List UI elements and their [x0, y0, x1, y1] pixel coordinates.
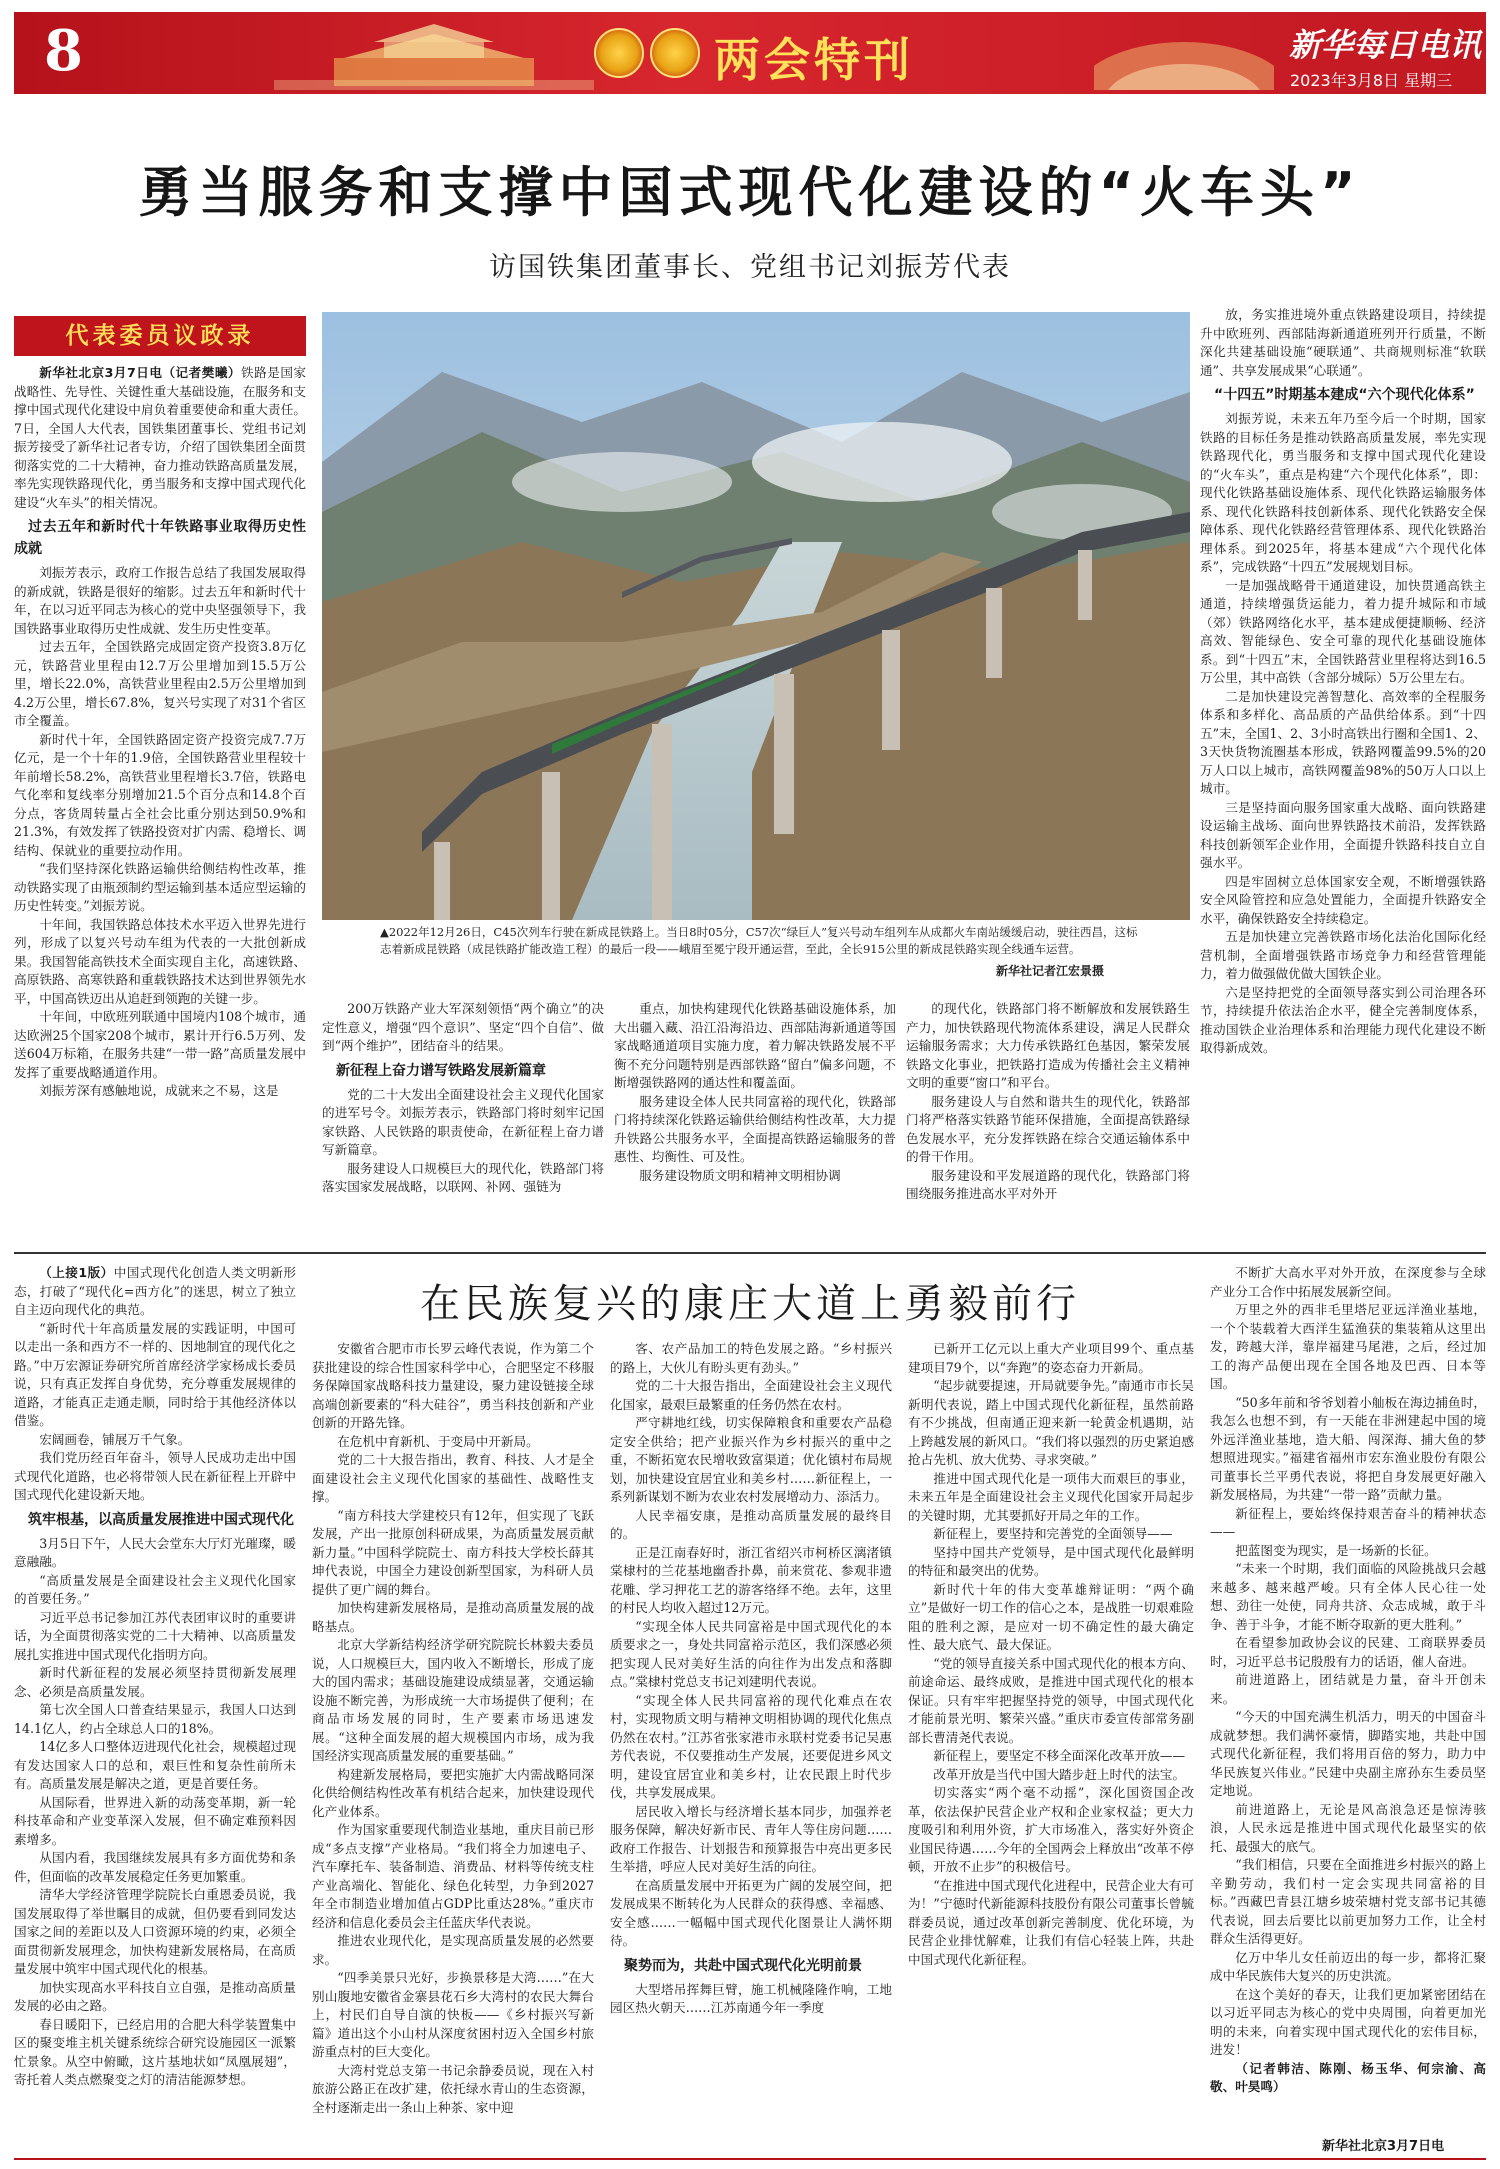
paragraph: 人民幸福安康，是推动高质量发展的最终目的。 — [610, 1507, 892, 1541]
article1-subhead: 访国铁集团董事长、党组书记刘振芳代表 — [489, 252, 1011, 283]
paragraph: 刘振芳深有感触地说，成就来之不易，这是 — [39, 1083, 279, 1098]
paragraph: 构建新发展格局，要把实施扩大内需战略同深化供给侧结构性改革有机结合起来，加快建设现代化产业体系。 — [312, 1766, 594, 1819]
paragraph: 在看望参加政协会议的民建、工商联界委员时，习近平总书记殷殷有力的话语，催人奋进。 — [1210, 1635, 1486, 1669]
paragraph: 清华大学经济管理学院院长白重恩委员说，我国发展取得了举世瞩目的成就，但仍要看到同发达国家之间的差距以及人口资源环境的约束，必须全面贯彻新发展理念，加快构建新发展格局，在高质量发展中筑牢中国式现代化的根基。 — [14, 1887, 296, 1976]
paragraph: “我们相信，只要在全面推进乡村振兴的路上辛勤劳动，我们村一定会实现共同富裕的目标。”西藏巴青县江塘乡坡荣塘村党支部书记其德代表说，回去后要比以前更加努力工作，让全村群众生活得更好。 — [1210, 1857, 1486, 1946]
issue-date: 2023年3月8日 星期三 — [1290, 71, 1453, 90]
paragraph: 不断扩大高水平对外开放，在深度参与全球产业分工合作中拓展发展新空间。 — [1210, 1265, 1486, 1299]
paragraph: “南方科技大学建校只有12年，但实现了飞跃发展，产出一批原创科研成果，为高质量发展贡献新力量。”中国科学院院士、南方科技大学校长薛其坤代表说，中国全力建设创新型国家，为科研人员提供了更广阔的舞台。 — [312, 1507, 594, 1597]
paragraph: 亿万中华儿女任前迈出的每一步，都将汇聚成中华民族伟大复兴的历史洪流。 — [1210, 1949, 1486, 1983]
article2-column-3 — [610, 1340, 892, 2159]
paragraph: “高质量发展是全面建设社会主义现代化国家的首要任务。” — [14, 1572, 296, 1606]
page-number: 8 — [44, 18, 83, 84]
paragraph: “我们坚持深化铁路运输供给侧结构性改革，推动铁路实现了由瓶颈制约型运输到基本适应型运输的历史性转变。”刘振芳说。 — [14, 861, 306, 913]
subheading: “十四五”时期基本建成“六个现代化体系” — [1214, 387, 1475, 403]
paragraph: 服务建设和平发展道路的现代化，铁路部门将围绕服务推进高水平对外开 — [906, 1167, 1190, 1201]
paragraph: 大型塔吊挥舞巨臂，施工机械隆隆作响，工地园区热火朝天……江苏南通今年一季度 — [610, 1981, 892, 2015]
paragraph: 四是牢固树立总体国家安全观，不断增强铁路安全风险管控和应急处置能力，全面提升铁路安全水平，确保铁路安全持续稳定。 — [1200, 873, 1486, 926]
article2-headline: 在民族复兴的康庄大道上勇毅前行 — [420, 1281, 1080, 1327]
article2-column-4 — [908, 1340, 1194, 2159]
photo-credit: 新华社记者江宏景摄 — [996, 964, 1105, 978]
paragraph: 严守耕地红线，切实保障粮食和重要农产品稳定安全供给；把产业振兴作为乡村振兴的重中之重，不断拓宽农民增收致富渠道；优化镇村布局规划，加快建设宜居宜业和美乡村……新征程上，一系列新谋划不断为农业农村发展增动力、添活力。 — [610, 1415, 892, 1504]
masthead — [14, 12, 1486, 94]
paragraph: 新时代十年，全国铁路固定资产投资完成7.7万亿元，是一个十年的1.9倍，全国铁路营业里程较十年前增长58.2%，高铁营业里程增长3.7倍，铁路电气化率和复线率分别增加21.5个百分点和14.8个百分点，客货周转量占全社会比重分别达到50.9%和21.3%，有效发挥了铁路投资对扩内需、稳增长、调结构、保就业的重要拉动作用。 — [14, 731, 306, 858]
paragraph: 推进中国式现代化是一项伟大而艰巨的事业，未来五年是全面建设社会主义现代化国家开局起步的关键时期，尤其要抓好开局之年的工作。 — [908, 1470, 1194, 1523]
paragraph: “50多年前和爷爷划着小舢板在海边捕鱼时，我怎么也想不到，有一天能在非洲建起中国的境外远洋渔业基地，造大船、闯深海、捕大鱼的梦想照进现实。”福建省福州市宏东渔业股份有限公司董事长兰平勇代表说，将把自身发展更好融入新发展格局，为共建“一带一路”贡献力量。 — [1210, 1394, 1486, 1502]
paragraph: 在这个美好的春天，让我们更加紧密团结在以习近平同志为核心的党中央周围，向着更加光明的未来，向着实现中国式现代化的宏伟目标，进发！ — [1210, 1986, 1486, 2057]
subheading: 聚势而为，共赴中国式现代化光明前景 — [624, 1957, 862, 1974]
photo-caption: ▲2022年12月26日，C45次列车行驶在新成昆铁路上。当日8时05分，C57次“绿巨人”复兴号动车组列车从成都火车南站缓缓启动，驶往西昌，这标志着新成昆铁路（成昆铁路扩能改造工程）的最后一段——峨眉至冕宁段开通运营，至此，全长915公里的新成昆铁路实现全线通车运营。 — [380, 925, 1138, 956]
article1-column-2 — [322, 1000, 604, 1220]
footer-rule — [14, 2158, 1486, 2160]
byline: 新华社北京3月7日电（记者樊曦） — [39, 365, 242, 380]
paragraph: 万里之外的西非毛里塔尼亚远洋渔业基地，一个个装载着大西洋生猛渔获的集装箱从这里出发，跨越大洋，靠岸福建马尾港，之后，经过加工的海产品便出现在全国各地及巴西、日本等国。 — [1210, 1302, 1486, 1391]
paragraph: “四季美景只光好，步换景移是大湾……”在大别山腹地安徽省金寨县花石乡大湾村的农民大舞台上，村民们自导自演的快板——《乡村振兴写新篇》道出这个小山村从深度贫困村迈入全国乡村旅游重点村的巨大变化。 — [312, 1970, 594, 2059]
paragraph: 五是加快建立完善铁路市场化法治化国际化经营机制，全面增强铁路市场竞争力和经营管理能力，着力做强做优做大国铁企业。 — [1200, 929, 1486, 981]
paragraph: 服务建设物质文明和精神文明相协调 — [639, 1167, 841, 1183]
paragraph: 北京大学新结构经济学研究院院长林毅夫委员说，人口规模巨大，国内收入不断增长，形成了庞大的国内需求；基础设施建设成绩显著，交通运输设施不断完善，为形成统一大市场提供了便利；在商品市场发展的同时，生产要素市场迅速发展。“这种全面发展的超大规模国内市场，成为我国经济实现高质量发展的重要基础。” — [312, 1637, 594, 1763]
paragraph: 服务建设人口规模巨大的现代化，铁路部门将落实国家发展战略，以联网、补网、强链为 — [322, 1160, 604, 1194]
national-emblem-icon — [594, 28, 644, 78]
paragraph: 我们党历经百年奋斗，领导人民成功走出中国式现代化道路，也必将带领人民在新征程上开辟中国式现代化建设新天地。 — [14, 1450, 296, 1502]
newspaper-brand: 新华每日电讯 — [1289, 26, 1482, 64]
subheading: 过去五年和新时代十年铁路事业取得历史性成就 — [14, 519, 306, 557]
paragraph: “实现全体人民共同富裕的现代化难点在农村，实现物质文明与精神文明相协调的现代化焦点仍然在农村。”江苏省张家港市永联村党委书记吴惠芳代表说，不仅要推动生产发展，还要促进乡风文明，建设宜居宜业和美乡村，让农民跟上时代步伐，共享发展成果。 — [610, 1692, 892, 1800]
paragraph: 大湾村党总支第一书记余静委员说，现在入村旅游公路正在改扩建，依托绿水青山的生态资源，全村逐渐走出一条山上种茶、家中迎 — [312, 2062, 594, 2115]
paragraph: “未来一个时期，我们面临的风险挑战只会越来越多、越来越严峻。只有全体人民心往一处想、劲往一处使，同舟共济、众志成城，敢于斗争、善于斗争，才能不断夺取新的更大胜利。” — [1210, 1561, 1486, 1632]
paragraph: “新时代十年高质量发展的实践证明，中国可以走出一条和西方不一样的、因地制宜的现代化之路。”中万宏源证券研究所首席经济学家杨成长委员说，只有真正发挥自身优势，充分尊重发展规律的道路，才能真正走通走顺，同时给于其他经济体以借鉴。 — [14, 1320, 296, 1428]
paragraph: 刘振芳表示，政府工作报告总结了我国发展取得的新成就，铁路是很好的缩影。过去五年和新时代十年，在以习近平同志为核心的党中央坚强领导下，我国铁路事业取得历史性成就、发生历史性变革。 — [14, 565, 306, 636]
paragraph: 中国式现代化创造人类文明新形态，打破了“现代化=西方化”的迷思，树立了独立自主迈向现代化的典范。 — [14, 1265, 296, 1317]
tiananmen-illustration — [274, 20, 594, 90]
paragraph: 一是加强战略骨干通道建设，加快贯通高铁主通道，持续增强货运能力，着力提升城际和市域（郊）铁路网络化水平，基本建成便捷顺畅、经济高效、智能绿色、安全可靠的现代化基础设施体系。到“十四五”末，全国铁路营业里程将达到16.5万公里，其中高铁（含部分城际）5万公里左右。 — [1200, 577, 1486, 685]
paragraph: 三是坚持面向服务国家重大战略、面向铁路建设运输主战场、面向世界铁路技术前沿，发挥铁路科技创新领军企业作用，全面提升铁路科技自立自强水平。 — [1200, 799, 1486, 870]
subheading: 筑牢根基，以高质量发展推进中国式现代化 — [28, 1511, 294, 1528]
paragraph: 服务建设人与自然和谐共生的现代化，铁路部门将严格落实铁路节能环保措施，全面提高铁路绿色发展水平，充分发挥铁路在综合交通运输体系中的骨干作用。 — [906, 1093, 1190, 1164]
paragraph: 把蓝图变为现实，是一场新的长征。 — [1235, 1542, 1437, 1558]
paragraph: “今天的中国充满生机活力，明天的中国奋斗成就梦想。我们满怀豪情，脚踏实地，共赴中国式现代化新征程，我们将用百倍的努力，助力中华民族复兴伟业。”民建中央副主席孙东生委员坚定地说。 — [1210, 1709, 1486, 1798]
paragraph: 十年间，我国铁路总体技术水平迈入世界先进行列，形成了以复兴号动车组为代表的一大批创新成果。我国智能高铁技术全面实现自主化，高速铁路、高原铁路、高寒铁路和重载铁路技术达到世界领先水平，中国高铁迈出从追赶到领跑的关键一步。 — [14, 916, 306, 1006]
paragraph: 14亿多人口整体迈进现代化社会，规模超过现有发达国家人口的总和，艰巨性和复杂性前所未有。高质量发展是解决之道，更是首要任务。 — [14, 1739, 296, 1791]
paragraph: 宏阔画卷，铺展万千气象。 — [39, 1431, 191, 1447]
paragraph: 前进道路上，无论是风高浪急还是惊涛骇浪，人民永远是推进中国式现代化最坚实的依托、最强大的底气。 — [1210, 1801, 1486, 1854]
subheading: 新征程上奋力谱写铁路发展新篇章 — [336, 1062, 546, 1079]
paragraph: 服务建设全体人民共同富裕的现代化，铁路部门将持续深化铁路运输供给侧结构性改革，大力提升铁路公共服务水平，全面提高铁路运输服务的普惠性、均衡性、可及性。 — [614, 1093, 896, 1164]
paragraph: 党的二十大发出全面建设社会主义现代化国家的进军号令。刘振芳表示，铁路部门将时刻牢记国家铁路、人民铁路的职责使命，在新征程上奋力谱写新篇章。 — [322, 1086, 604, 1157]
paragraph: 第七次全国人口普查结果显示，我国人口达到14.1亿人，约占全球总人口的18%。 — [14, 1702, 296, 1736]
paragraph: “党的领导直接关系中国式现代化的根本方向、前途命运、最终成败，是推进中国式现代化的根本保证。只有牢牢把握坚持党的领导，中国式现代化才能前景光明、繁荣兴盛。”重庆市委宣传部常务副部长曹清尧代表说。 — [908, 1655, 1194, 1745]
paragraph: 新征程上，要始终保持艰苦奋斗的精神状态—— — [1210, 1505, 1486, 1539]
paragraph: 从国内看，我国继续发展具有多方面优势和条件，但面临的改革发展稳定任务更加繁重。 — [14, 1850, 296, 1884]
paragraph: 正是江南春好时，浙江省绍兴市柯桥区漓渚镇棠棣村的兰花基地幽香扑鼻，前来赏花、参观非遗花雕、学习押花工艺的游客络绎不绝。去年，这里的村民人均收入超过12万元。 — [610, 1544, 892, 1615]
paragraph: 放，务实推进境外重点铁路建设项目，持续提升中欧班列、西部陆海新通道班列开行质量，不断深化共建基础设施“硬联通”、共商规则标准“软联通”、共享发展成果“心联通”。 — [1200, 307, 1486, 378]
paragraph: 习近平总书记参加江苏代表团审议时的重要讲话，为全面贯彻落实党的二十大精神、以高质量发展扎实推进中国式现代化指明方向。 — [14, 1609, 296, 1662]
article1-column-3 — [614, 1000, 896, 1220]
paragraph: 200万铁路产业大军深刻领悟“两个确立”的决定性意义，增强“四个意识”、坚定“四个自信”、做到“两个维护”，团结奋斗的结果。 — [322, 1001, 604, 1053]
paragraph: 客、农产品加工的特色发展之路。“乡村振兴的路上，大伙儿有盼头更有劲头。” — [610, 1341, 892, 1375]
paragraph: 坚持中国共产党领导，是中国式现代化最鲜明的特征和最突出的优势。 — [908, 1544, 1194, 1578]
article1-headline: 勇当服务和支撑中国式现代化建设的“火车头” — [138, 161, 1362, 224]
reporters-byline: （记者韩洁、陈刚、杨玉华、何宗渝、高敬、叶昊鸣） — [1210, 2060, 1486, 2094]
paragraph: 居民收入增长与经济增长基本同步，加强养老服务保障，解决好新市民、青年人等住房问题……政府工作报告、计划报告和预算报告中亮出更多民生举措，呼应人民对美好生活的向往。 — [610, 1803, 892, 1874]
paragraph: 推进农业现代化，是实现高质量发展的必然要求。 — [312, 1933, 594, 1967]
paragraph: 过去五年，全国铁路完成固定资产投资3.8万亿元，铁路营业里程由12.7万公里增加到15.5万公里，增长22.0%，高铁营业里程由2.5万公里增加到4.2万公里，增长67.8%，复兴号实现了对31个省区市全覆盖。 — [14, 639, 306, 728]
paragraph: 已新开工亿元以上重大产业项目99个、重点基建项目79个，以“奔跑”的姿态奋力开新局。 — [908, 1341, 1194, 1375]
great-hall-illustration — [1094, 18, 1274, 90]
paragraph: 新征程上，要坚持和完善党的全面领导—— — [933, 1526, 1173, 1541]
paragraph: 党的二十大报告指出，教育、科技、人才是全面建设社会主义现代化国家的基础性、战略性支撑。 — [312, 1452, 594, 1504]
paragraph: 刘振芳说，未来五年乃至今后一个时期，国家铁路的目标任务是推动铁路高质量发展，率先实现铁路现代化，勇当服务和支撑中国式现代化建设的“火车头”，重点是构建“六个现代化体系”，即：现代化铁路基础设施体系、现代化铁路运输服务体系、现代化铁路科技创新体系、现代化铁路安全保障体系、现代化铁路经营管理体系、现代化铁路治理体系。到2025年，将基本建成“六个现代化体系”，完成铁路“十四五”发展规划目标。 — [1200, 411, 1486, 574]
article2-column-5 — [1210, 1264, 1486, 2132]
paragraph: 新时代十年的伟大变革雄辩证明：“两个确立”是做好一切工作的信心之本，是战胜一切艰难险阻的胜利之源，是应对一切不确定性的最大确定性、最大底气、最大保证。 — [908, 1581, 1194, 1652]
paragraph: 在危机中育新机、于变局中开新局。 — [337, 1433, 539, 1449]
paragraph: 春日暖阳下，已经启用的合肥大科学装置集中区的聚变堆主机关键系统综合研究设施园区一派繁忙景象。从空中俯瞰，这片基地状如“凤凰展翅”，寄托着人类点燃聚变之灯的清洁能源梦想。 — [14, 2016, 296, 2087]
paragraph: 从国际看，世界进入新的动荡变革期，新一轮科技革命和产业变革深入发展，但不确定难预料因素增多。 — [14, 1794, 296, 1847]
paragraph: 安徽省合肥市市长罗云峰代表说，作为第二个获批建设的综合性国家科学中心，合肥坚定不移服务保障国家战略科技力量建设，聚力建设链接全球高端创新要素的“科大硅谷”，勇当科技创新和产业创新的开路先锋。 — [312, 1341, 594, 1430]
paragraph: “实现全体人民共同富裕是中国式现代化的本质要求之一，身处共同富裕示范区，我们深感必须把实现人民对美好生活的向往作为出发点和落脚点。”棠棣村党总支书记刘建明代表说。 — [610, 1618, 892, 1689]
paragraph: 作为国家重要现代制造业基地，重庆目前已形成“多点支撑”产业格局。“我们将全力加速电子、汽车摩托车、装备制造、消费品、材料等传统支柱产业高端化、智能化、绿色化转型，力争到2027年全市制造业增加值占GDP比重达28%。”重庆市经济和信息化委员会主任蓝庆华代表说。 — [312, 1822, 594, 1930]
paragraph: 新时代新征程的发展必须坚持贯彻新发展理念、必须是高质量发展。 — [14, 1665, 296, 1699]
railway-bridge-photo — [322, 312, 1190, 920]
paragraph: “起步就要提速，开局就要争先。”南通市市长吴新明代表说，踏上中国式现代化新征程，虽然前路有不少挑战，但南通正迎来新一轮黄金机遇期，站上跨越发展的新风口。“我们将以强烈的历史紧迫感抢占先机、放大优势、寻求突破。” — [908, 1378, 1194, 1467]
paragraph: 加快构建新发展格局，是推动高质量发展的战略基点。 — [312, 1600, 594, 1634]
column-tag: 代表委员议政录 — [14, 316, 306, 356]
paragraph: 党的二十大报告指出，全面建设社会主义现代化国家，最艰巨最繁重的任务仍然在农村。 — [610, 1378, 892, 1412]
article2-column-2 — [312, 1340, 594, 2159]
paragraph: 十年间，中欧班列联通中国境内108个城市，通达欧洲25个国家208个城市，累计开行6.5万列、发送604万标箱，在服务共建“一带一路”高质量发展中发挥了重要战略通道作用。 — [14, 1009, 306, 1080]
dateline-sign-off: 新华社北京3月7日电 — [1322, 2139, 1445, 2154]
paragraph: 切实落实“两个毫不动摇”，深化国资国企改革，依法保护民营企业产权和企业家权益；更大力度吸引和利用外资，扩大市场准入，落实好外资企业国民待遇……今年的全国两会上释放出“改革不停顿，开放不止步”的积极信号。 — [908, 1785, 1194, 1874]
paragraph: 重点，加快构建现代化铁路基础设施体系，加大出疆入藏、沿江沿海沿边、西部陆海新通道等国家战略通道项目实施力度，着力解决铁路发展不平衡不充分问题特别是西部铁路“留白”偏多问题，不断增强铁路网的通达性和覆盖面。 — [614, 1001, 896, 1090]
paragraph: 的现代化，铁路部门将不断解放和发展铁路生产力，加快铁路现代物流体系建设，满足人民群众运输服务需求；大力传承铁路红色基因，繁荣发展铁路文化事业，把铁路打造成为传播社会主义精神文明的重要“窗口”和平台。 — [906, 1001, 1190, 1090]
section-divider — [14, 1252, 1486, 1254]
paragraph: 二是加快建设完善智慧化、高效率的全程服务体系和多样化、高品质的产品供给体系。到“十四五”末，全国1、2、3小时高铁出行圈和全国1、2、3天快货物流圈基本形成，铁路网覆盖99.5%的20万人口以上城市，高铁网覆盖98%的50万人口以上城市。 — [1200, 688, 1486, 796]
paragraph: “在推进中国式现代化进程中，民营企业大有可为！”宁德时代新能源科技股份有限公司董事长曾毓群委员说，通过改革创新完善制度、优化环境，为民营企业排忧解难，让我们有信心轻装上阵，共赴中国式现代化新征程。 — [908, 1877, 1194, 1967]
section-title: 两会特刊 — [714, 33, 914, 87]
paragraph: 3月5日下午，人民大会堂东大厅灯光璀璨，暖意融融。 — [14, 1535, 296, 1569]
continuation-note: （上接1版） — [39, 1265, 114, 1280]
paragraph: 加快实现高水平科技自立自强，是推动高质量发展的必由之路。 — [14, 1979, 296, 2013]
paragraph: 改革开放是当代中国大踏步赶上时代的法宝。 — [933, 1766, 1186, 1782]
article1-column-1 — [14, 364, 306, 1214]
article1-column-5 — [1200, 306, 1486, 1226]
paragraph: 六是坚持把党的全面领导落实到公司治理各环节，持续提升依法治企水平，健全完善制度体系，推动国铁企业治理体系和治理能力现代化建设不断取得新成效。 — [1200, 984, 1486, 1055]
paragraph: 铁路是国家战略性、先导性、关键性重大基础设施，在服务和支撑中国式现代化建设中肩负着重要使命和重大责任。7日，全国人大代表，国铁集团董事长、党组书记刘振芳接受了新华社记者专访，介绍了国铁集团全面贯彻落实党的二十大精神，奋力推动铁路高质量发展，率先实现铁路现代化，勇当服务和支撑中国式现代化建设“火车头”的相关情况。 — [14, 365, 306, 510]
cppcc-emblem-icon — [650, 28, 700, 78]
paragraph: 在高质量发展中开拓更为广阔的发展空间，把发展成果不断转化为人民群众的获得感、幸福感、安全感……一幅幅中国式现代化图景让人满怀期待。 — [610, 1877, 892, 1948]
paragraph: 新征程上，要坚定不移全面深化改革开放—— — [933, 1748, 1186, 1763]
article2-column-1 — [14, 1264, 296, 2159]
paragraph: 前进道路上，团结就是力量，奋斗开创未来。 — [1210, 1672, 1486, 1706]
article1-column-4 — [906, 1000, 1190, 1220]
